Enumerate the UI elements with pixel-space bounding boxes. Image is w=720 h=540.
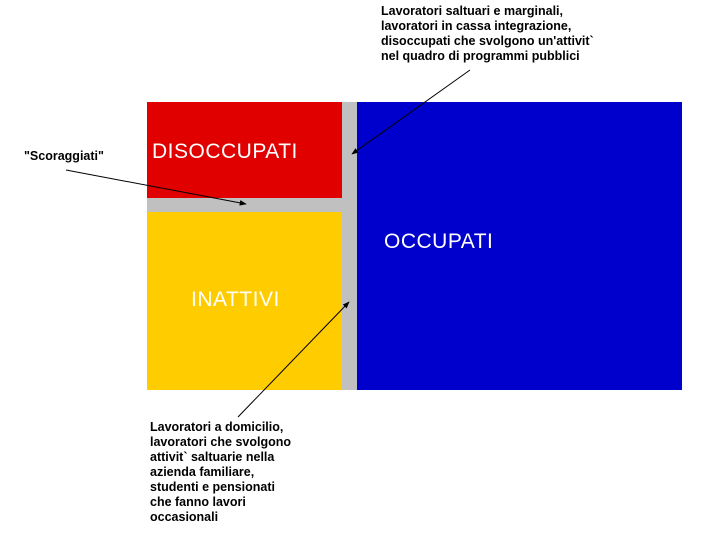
annotation-top: Lavoratori saltuari e marginali, lavoratori in cassa integrazione, disoccupati che svolgono un'attivit` nel quadro di programmi pubblici (381, 4, 594, 63)
disoccupati-label: DISOCCUPATI (152, 140, 298, 163)
arrow-left (66, 170, 246, 204)
occupati-label: OCCUPATI (384, 230, 494, 253)
annotation-scoraggiati: "Scoraggiati" (24, 149, 104, 163)
inattivi-label: INATTIVI (191, 288, 280, 311)
annotation-bottom: Lavoratori a domicilio, lavoratori che svolgono attivit` saltuarie nella azienda familiare, studenti e pensionati che fanno lavori occasionali (150, 420, 292, 524)
arrow-bottom (238, 302, 349, 417)
arrow-top (352, 70, 470, 154)
